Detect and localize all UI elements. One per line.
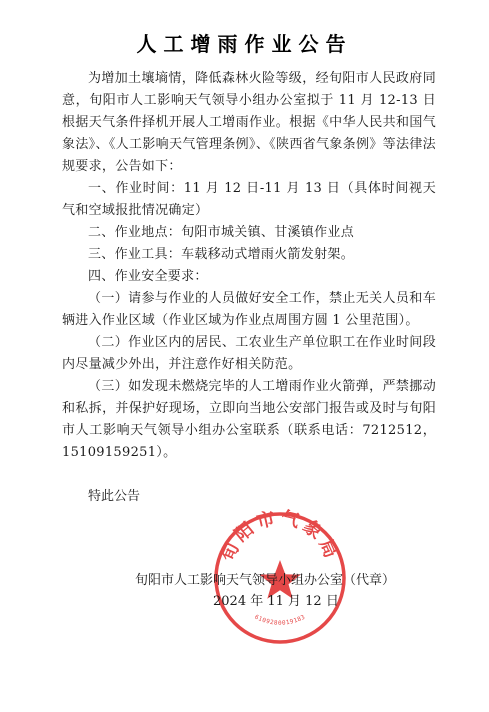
safety-requirement-3: （三）如发现未燃烧完毕的人工增雨作业火箭弹，严禁挪动和私拆，并保护好现场，立即向当地公安部门报告或及时与旬阳市人工影响天气领导小组办公室联系（联系电话：7212512，15109159251）。 — [62, 379, 436, 460]
item-time: 一、作业时间：11 月 12 日-11 月 13 日（具体时间视天气和空域报批情况确定） — [62, 181, 436, 218]
seal-text: 旬阳市气象局 — [217, 508, 343, 565]
safety-requirement-2: （二）作业区内的居民、工农业生产单位职工在作业时间段内尽量减少外出，并注意作好相关防范。 — [62, 335, 436, 372]
signature-organization: 旬阳市人工影响天气领导小组办公室（代章） — [135, 573, 396, 588]
signature-date: 2024 年 11 月 12 日 — [213, 594, 339, 609]
seal-serial: 6109280019183 — [253, 613, 307, 627]
svg-text:6109280019183 — [253, 614, 306, 627]
notice-intro: 为增加土壤墒情，降低森林火险等级，经旬阳市人民政府同意，旬阳市人工影响天气领导小组办公室拟于 11 月 12-13 日根据天气条件择机开展人工增雨作业。根据《中华人民共和国气象法》、《人工影响天气管理条例》、《陕西省气象条例》等法律法规要求，公告如下： — [62, 71, 436, 174]
safety-requirement-1: （一）请参与作业的人员做好安全工作，禁止无关人员和车辆进入作业区域（作业区域为作业点周围方圆 1 公里范围）。 — [62, 291, 436, 328]
item-safety: 四、作业安全要求： — [88, 269, 208, 284]
notice-title: 人工增雨作业公告 — [136, 32, 353, 56]
closing-text: 特此公告 — [88, 489, 141, 504]
item-tools: 三、作业工具：车载移动式增雨火箭发射架。 — [88, 247, 355, 262]
item-location: 二、作业地点：旬阳市城关镇、甘溪镇作业点 — [88, 225, 355, 240]
svg-text:旬阳市气象局 — [216, 508, 343, 565]
